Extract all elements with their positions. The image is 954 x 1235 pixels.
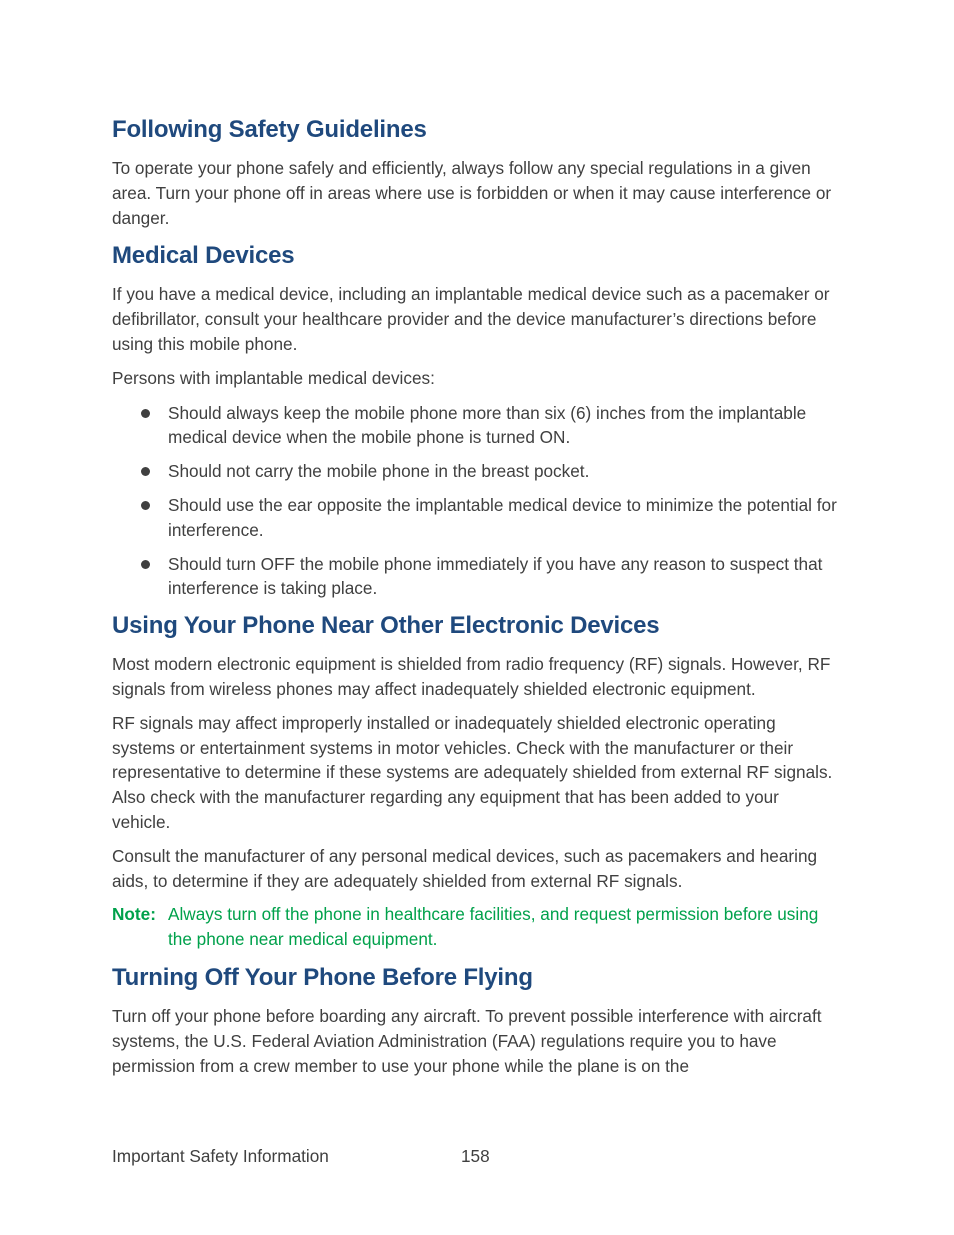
page-content xyxy=(112,112,840,1078)
list-item-text: Should use the ear opposite the implantable medical device to minimize the potential for interference. xyxy=(168,494,837,540)
note-text: Always turn off the phone in healthcare facilities, and request permission before using the phone near medical equipment. xyxy=(168,904,819,950)
bullet-icon xyxy=(141,560,150,569)
list-item-text: Should not carry the mobile phone in the breast pocket. xyxy=(168,461,590,482)
list-item-text: Should turn OFF the mobile phone immediately if you have any reason to suspect that interference is taking place. xyxy=(168,553,823,599)
medical-devices-paragraph: If you have a medical device, including an implantable medical device such as a pacemaker or defibrillator, consult your healthcare provider and the device manufacturer’s directions before using this mobile phone. xyxy=(112,284,830,354)
list-item-text: Should always keep the mobile phone more than six (6) inches from the implantable medical device when the mobile phone is turned ON. xyxy=(168,402,807,448)
safety-guidelines-paragraph: To operate your phone safely and efficiently, always follow any special regulations in a given area. Turn your phone off in areas where use is forbidden or when it may cause interference or danger. xyxy=(112,158,832,228)
electronic-devices-paragraph-1: Most modern electronic equipment is shielded from radio frequency (RF) signals. However, RF signals from wireless phones may affect inadequately shielded electronic equipment. xyxy=(112,654,831,699)
list-item xyxy=(112,493,840,543)
flying-paragraph: Turn off your phone before boarding any aircraft. To prevent possible interference with aircraft systems, the U.S. Federal Aviation Administration (FAA) regulations require you to have permission from a crew member to use your phone while the plane is on the xyxy=(112,1005,822,1076)
bullet-icon xyxy=(141,501,150,510)
implantable-devices-intro: Persons with implantable medical devices: xyxy=(112,367,435,388)
note-label: Note: xyxy=(112,904,156,925)
section-title-electronic-devices: Using Your Phone Near Other Electronic Devices xyxy=(112,612,660,640)
bullet-icon xyxy=(141,409,150,418)
note-callout xyxy=(112,902,840,952)
list-item xyxy=(112,552,840,602)
list-item xyxy=(112,401,840,451)
medical-devices-bullet-list xyxy=(112,401,840,602)
section-title-flying: Turning Off Your Phone Before Flying xyxy=(112,963,533,991)
list-item xyxy=(112,459,840,484)
electronic-devices-paragraph-2: RF signals may affect improperly installed or inadequately shielded electronic operating systems or entertainment systems in motor vehicles. Check with the manufacturer or their representative to determine if these systems are adequately shielded from external RF signals. Also check with the manufacturer regarding any equipment that has been added to your vehicle. xyxy=(112,712,833,832)
section-title-medical-devices: Medical Devices xyxy=(112,242,295,270)
footer-page-number: 158 xyxy=(461,1146,490,1166)
bullet-icon xyxy=(141,467,150,476)
section-title-safety-guidelines: Following Safety Guidelines xyxy=(112,116,427,143)
electronic-devices-paragraph-3: Consult the manufacturer of any personal medical devices, such as pacemakers and hearing aids, to determine if they are adequately shielded from external RF signals. xyxy=(112,845,818,891)
footer-section-name: Important Safety Information xyxy=(112,1146,329,1166)
